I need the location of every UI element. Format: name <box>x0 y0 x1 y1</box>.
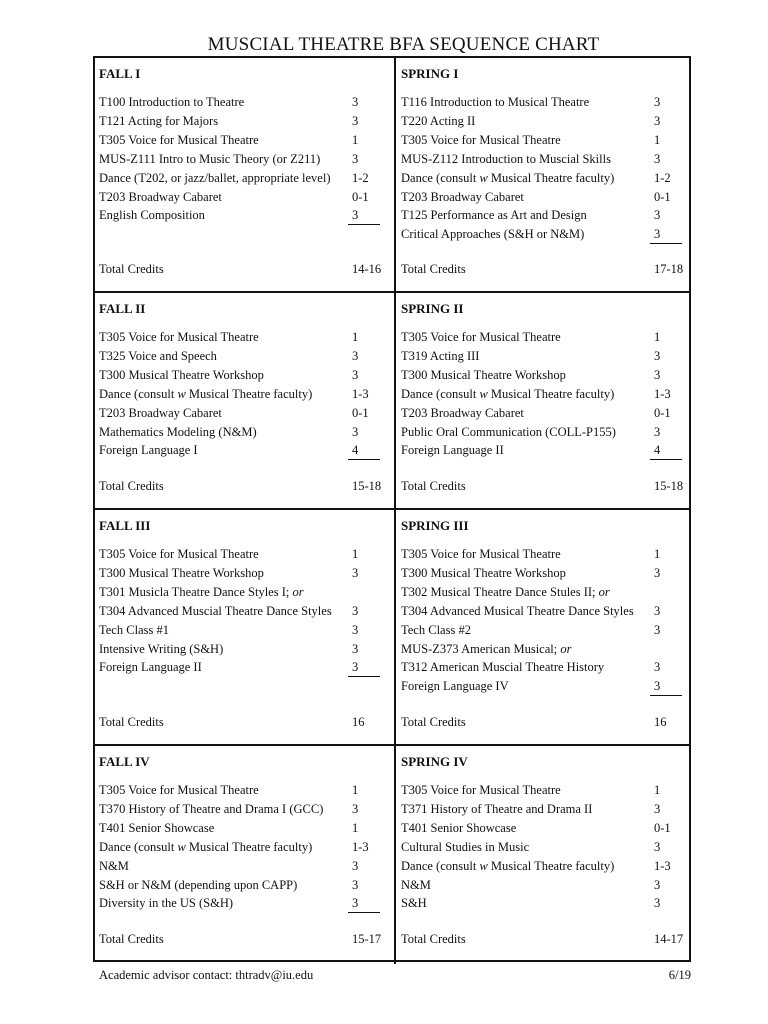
course-credits: 3 <box>654 896 661 911</box>
total-credits-value: 14-16 <box>352 262 382 276</box>
course-name: T305 Voice for Musical Theatre <box>401 132 561 147</box>
course-name: T300 Musical Theatre Workshop <box>401 565 566 580</box>
course-name: Intensive Writing (S&H) <box>99 641 224 656</box>
course-name: Public Oral Communication (COLL-P155) <box>401 424 616 439</box>
course-credits: 3 <box>352 801 359 816</box>
course-name: T100 Introduction to Theatre <box>99 95 245 109</box>
course-credits: 1 <box>352 132 359 147</box>
course-name: N&M <box>401 877 431 892</box>
course-credits: 0-1 <box>352 405 369 420</box>
semester-heading: FALL IV <box>99 754 150 769</box>
course-credits: 4 <box>348 443 380 460</box>
course-credits: 3 <box>654 113 661 128</box>
total-credits-label: Total Credits <box>401 932 466 946</box>
revision-date: 6/19 <box>668 968 691 982</box>
course-credits: 3 <box>654 877 661 892</box>
course-name: N&M <box>99 858 129 873</box>
course-name: T203 Broadway Cabaret <box>99 405 222 420</box>
course-name: T304 Advanced Musical Theatre Dance Styles <box>401 603 634 618</box>
advisor-contact: Academic advisor contact: thtradv@iu.edu <box>99 968 314 982</box>
course-credits: 3 <box>352 603 359 618</box>
course-credits: 0-1 <box>352 189 369 204</box>
total-credits-value: 17-18 <box>654 262 684 276</box>
semester-heading: SPRING I <box>401 66 459 81</box>
total-credits-value: 15-17 <box>352 932 382 946</box>
semester-heading: FALL II <box>99 301 146 316</box>
course-credits: 3 <box>352 348 359 363</box>
course-name: Dance (T202, or jazz/ballet, appropriate level) <box>99 170 331 185</box>
course-name: Tech Class #2 <box>401 622 471 637</box>
course-name: T305 Voice for Musical Theatre <box>401 547 561 561</box>
course-name: T305 Voice for Musical Theatre <box>99 783 259 797</box>
course-credits: 3 <box>348 208 380 225</box>
course-name: T401 Senior Showcase <box>401 820 517 835</box>
course-name: Dance (consult w Musical Theatre faculty) <box>99 839 313 854</box>
course-name: Dance (consult w Musical Theatre faculty) <box>99 386 313 401</box>
course-name: Cultural Studies in Music <box>401 839 530 854</box>
course-name: T305 Voice for Musical Theatre <box>99 330 259 344</box>
course-name: Dance (consult w Musical Theatre faculty) <box>401 386 615 401</box>
total-credits-value: 16 <box>654 715 667 729</box>
semester-heading: SPRING III <box>401 518 469 533</box>
total-credits-label: Total Credits <box>99 262 164 276</box>
course-credits: 3 <box>352 95 359 109</box>
course-name: T203 Broadway Cabaret <box>401 189 524 204</box>
row-divider <box>93 744 691 746</box>
course-credits: 1 <box>654 132 661 147</box>
course-name: Diversity in the US (S&H) <box>99 896 234 911</box>
course-name: MUS-Z111 Intro to Music Theory (or Z211) <box>99 151 321 166</box>
course-credits: 3 <box>654 622 661 637</box>
total-credits-label: Total Credits <box>401 479 466 493</box>
course-credits: 3 <box>654 565 661 580</box>
course-name: MUS-Z112 Introduction to Muscial Skills <box>401 151 611 166</box>
course-name: Dance (consult w Musical Theatre faculty) <box>401 858 615 873</box>
course-credits: 1-3 <box>352 386 369 401</box>
course-credits: 1 <box>352 820 359 835</box>
total-credits-label: Total Credits <box>99 932 164 946</box>
row-divider <box>93 508 691 510</box>
course-name: Foreign Language IV <box>401 679 509 694</box>
course-name: T220 Acting II <box>401 113 476 128</box>
course-credits: 3 <box>352 367 359 382</box>
course-name: English Composition <box>99 208 205 223</box>
course-credits: 3 <box>352 424 359 439</box>
course-name: T401 Senior Showcase <box>99 820 215 835</box>
course-credits: 3 <box>352 858 359 873</box>
course-name: T121 Acting for Majors <box>99 113 219 128</box>
course-name: T302 Musical Theatre Dance Stules II; or <box>401 584 610 599</box>
semester-heading: SPRING IV <box>401 754 468 769</box>
course-credits: 3 <box>654 660 661 675</box>
course-credits: 3 <box>352 113 359 128</box>
total-credits-label: Total Credits <box>401 715 466 729</box>
course-name: Critical Approaches (S&H or N&M) <box>401 227 585 242</box>
course-credits: 1-3 <box>654 386 671 401</box>
column-divider <box>394 56 396 964</box>
course-credits: 3 <box>352 151 359 166</box>
course-name: S&H or N&M (depending upon CAPP) <box>99 877 298 892</box>
course-credits: 0-1 <box>654 820 671 835</box>
course-name: Foreign Language I <box>99 443 198 458</box>
total-credits-value: 14-17 <box>654 932 684 946</box>
total-credits-value: 15-18 <box>654 479 684 493</box>
course-credits: 3 <box>654 208 661 223</box>
course-name: Tech Class #1 <box>99 622 169 637</box>
course-name: T301 Musicla Theatre Dance Styles I; or <box>99 584 304 599</box>
total-credits-label: Total Credits <box>401 262 466 276</box>
course-credits: 4 <box>650 443 682 460</box>
course-credits: 3 <box>650 679 682 696</box>
course-credits: 3 <box>654 603 661 618</box>
course-name: T312 American Muscial Theatre History <box>401 660 605 675</box>
course-name: T203 Broadway Cabaret <box>99 189 222 204</box>
course-credits: 1 <box>352 330 359 344</box>
course-credits: 0-1 <box>654 189 671 204</box>
course-credits: 3 <box>654 801 661 816</box>
course-name: Dance (consult w Musical Theatre faculty) <box>401 170 615 185</box>
course-credits: 3 <box>654 95 661 109</box>
course-credits: 1-2 <box>352 170 369 185</box>
course-name: MUS-Z373 American Musical; or <box>401 641 572 656</box>
course-credits: 1 <box>352 783 359 797</box>
course-credits: 1 <box>654 783 661 797</box>
course-credits: 3 <box>654 348 661 363</box>
course-name: T300 Musical Theatre Workshop <box>99 565 264 580</box>
course-name: T125 Performance as Art and Design <box>401 208 587 223</box>
course-credits: 3 <box>654 424 661 439</box>
course-credits: 3 <box>352 877 359 892</box>
course-name: T319 Acting III <box>401 348 480 363</box>
course-name: T370 History of Theatre and Drama I (GCC) <box>99 801 324 816</box>
total-credits-value: 16 <box>352 715 365 729</box>
course-credits: 1-3 <box>654 858 671 873</box>
course-credits: 3 <box>654 839 661 854</box>
course-name: Foreign Language II <box>401 443 504 458</box>
course-name: Foreign Language II <box>99 660 202 675</box>
course-credits: 1-2 <box>654 170 671 185</box>
course-credits: 0-1 <box>654 405 671 420</box>
course-credits: 3 <box>654 367 661 382</box>
course-name: S&H <box>401 896 427 911</box>
footer <box>99 968 691 983</box>
semester-heading: SPRING II <box>401 301 464 316</box>
course-credits: 3 <box>348 896 380 913</box>
course-credits: 3 <box>650 227 682 244</box>
course-name: T305 Voice for Musical Theatre <box>99 132 259 147</box>
course-name: T116 Introduction to Musical Theatre <box>401 95 590 109</box>
course-name: T305 Voice for Musical Theatre <box>99 547 259 561</box>
course-name: T325 Voice and Speech <box>99 348 217 363</box>
total-credits-label: Total Credits <box>99 715 164 729</box>
row-divider <box>93 291 691 293</box>
course-credits: 3 <box>352 622 359 637</box>
course-name: Mathematics Modeling (N&M) <box>99 424 257 439</box>
course-credits: 3 <box>352 565 359 580</box>
course-credits: 1 <box>654 547 661 561</box>
course-name: T305 Voice for Musical Theatre <box>401 783 561 797</box>
total-credits-value: 15-18 <box>352 479 382 493</box>
course-name: T304 Advanced Muscial Theatre Dance Styles <box>99 603 332 618</box>
semester-heading: FALL III <box>99 518 151 533</box>
course-credits: 3 <box>348 660 380 677</box>
course-credits: 1 <box>352 547 359 561</box>
course-credits: 1 <box>654 330 661 344</box>
course-name: T305 Voice for Musical Theatre <box>401 330 561 344</box>
total-credits-label: Total Credits <box>99 479 164 493</box>
course-credits: 1-3 <box>352 839 369 854</box>
course-credits: 3 <box>352 641 359 656</box>
semester-heading: FALL I <box>99 66 141 81</box>
course-name: T300 Musical Theatre Workshop <box>99 367 264 382</box>
course-credits: 3 <box>654 151 661 166</box>
course-name: T300 Musical Theatre Workshop <box>401 367 566 382</box>
course-name: T371 History of Theatre and Drama II <box>401 801 593 816</box>
course-name: T203 Broadway Cabaret <box>401 405 524 420</box>
page-title: MUSCIAL THEATRE BFA SEQUENCE CHART <box>207 34 600 55</box>
